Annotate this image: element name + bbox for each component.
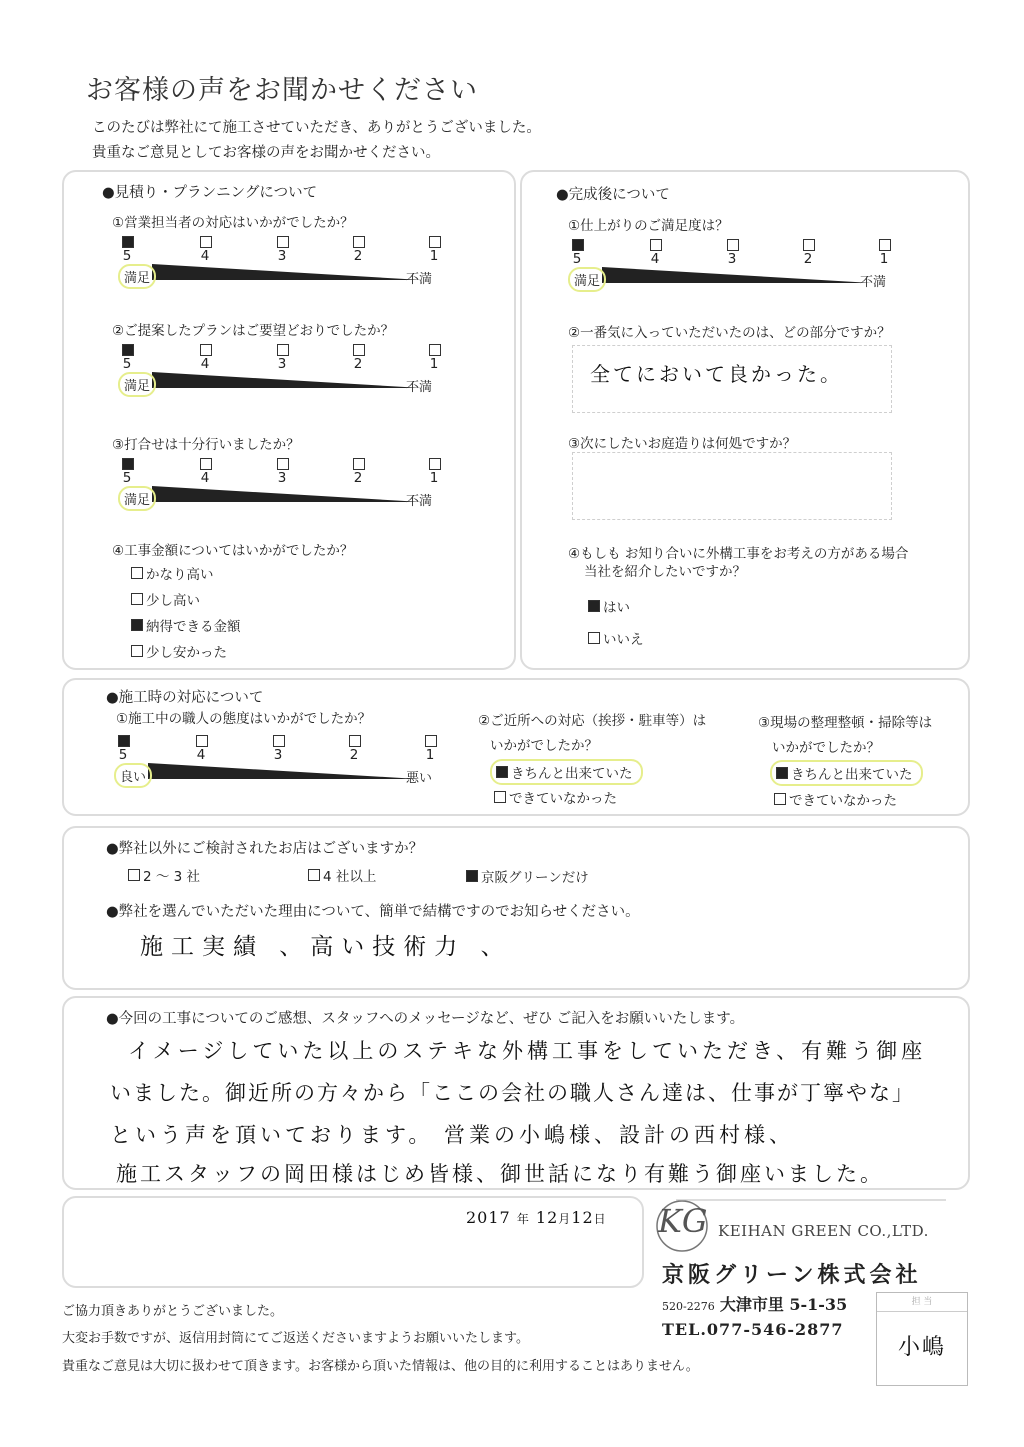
address-text: 大津市里 5-1-35	[719, 1295, 848, 1314]
company-name-jp: 京阪グリーン株式会社	[662, 1262, 922, 1288]
after-q1-scale	[572, 239, 892, 301]
page-title: お客様の声をお聞かせください	[86, 75, 478, 106]
after-q1-text: ①仕上がりのご満足度は？	[568, 218, 729, 234]
checkbox[interactable]	[494, 791, 506, 803]
rating-3-checkbox[interactable]	[277, 236, 289, 248]
footer-line-3: 貴重なご意見は大切に扱わせて頂きます。お客様から頂いた情報は、他の目的に利用することはありません。	[62, 1359, 699, 1374]
rating-4-checkbox[interactable]	[200, 344, 212, 356]
message-heading: ●今回の工事についてのご感想、スタッフへのメッセージなど、ぜひ ご記入をお願いいたします。	[106, 1011, 745, 1027]
rating-1-checkbox[interactable]	[429, 236, 441, 248]
estimate-q1-scale	[122, 236, 442, 298]
satisfied-label: 満足	[118, 264, 156, 289]
option-label: かなり高い	[146, 567, 214, 583]
estimate-q1-text: ①営業担当者の対応はいかがでしたか？	[112, 215, 354, 231]
rating-2-label: 2	[349, 747, 359, 763]
rating-3-label: 3	[273, 747, 283, 763]
footer-line-2: 大変お手数ですが、返信用封筒にてご返送くださいますようお願いいたします。	[62, 1331, 529, 1346]
checkbox[interactable]	[128, 869, 140, 881]
satisfied-label: 満足	[118, 486, 156, 511]
bad-label: 悪い	[406, 771, 433, 786]
rating-5-checkbox[interactable]	[122, 344, 134, 356]
checkbox[interactable]	[131, 567, 143, 579]
rating-3-label: 3	[277, 470, 287, 486]
rating-1-checkbox[interactable]	[879, 239, 891, 251]
satisfied-label: 満足	[118, 372, 156, 397]
checkbox[interactable]	[466, 870, 478, 882]
message-line-3: という声を頂いております。 営業の小嶋様、設計の西村様、	[110, 1123, 794, 1147]
option-label: できていなかった	[789, 793, 897, 809]
construction-q1-text: ①施工中の職人の態度はいかがでしたか？	[116, 711, 372, 727]
option-label: 納得できる金額	[146, 619, 241, 635]
date-year: 2017	[466, 1208, 511, 1227]
construction-q2-text-2: いかがでしたか？	[490, 738, 598, 754]
rating-5-label: 5	[572, 251, 582, 267]
rating-3-checkbox[interactable]	[273, 735, 285, 747]
keihan-only-option[interactable]	[466, 866, 589, 886]
construction-q1-scale	[118, 735, 438, 797]
staff-name: 小嶋	[897, 1335, 946, 1360]
cleanup-done-option[interactable]	[770, 760, 923, 786]
rating-4-checkbox[interactable]	[196, 735, 208, 747]
shops-2-3-option[interactable]	[128, 865, 200, 885]
option-label: きちんと出来ていた	[791, 767, 913, 783]
satisfaction-wedge	[152, 372, 422, 388]
dissatisfied-label: 不満	[860, 275, 887, 290]
intro-line-2: 貴重なご意見としてお客様の声をお聞かせください。	[92, 145, 440, 161]
satisfied-label: 満足	[568, 267, 606, 292]
logo-monogram: KG	[658, 1202, 708, 1240]
message-line-4: 施工スタッフの岡田様はじめ皆様、御世話になり有難う御座いました。	[116, 1162, 884, 1186]
rating-1-checkbox[interactable]	[425, 735, 437, 747]
construction-q3-text-2: いかがでしたか？	[772, 740, 880, 756]
after-q2-text: ②一番気に入っていただいたのは、どの部分ですか？	[568, 325, 891, 341]
rating-2-label: 2	[353, 248, 363, 264]
estimate-q2-text: ②ご提案したプランはご要望どおりでしたか？	[112, 323, 395, 339]
intro-line-1: このたびは弊社にて施工させていただき、ありがとうございました。	[92, 120, 541, 136]
rating-2-checkbox[interactable]	[353, 236, 365, 248]
next-garden-field[interactable]	[572, 452, 892, 520]
company-name-en: KEIHAN GREEN CO.,LTD.	[718, 1222, 929, 1240]
company-tel: TEL.077-546-2877	[662, 1320, 844, 1339]
construction-heading: ●施工時の対応について	[106, 690, 264, 706]
estimate-q3-scale	[122, 458, 442, 520]
price-option-slightly-high[interactable]	[131, 589, 200, 609]
rating-3-label: 3	[277, 356, 287, 372]
rating-1-label: 1	[429, 248, 439, 264]
rating-3-label: 3	[727, 251, 737, 267]
rating-2-checkbox[interactable]	[349, 735, 361, 747]
date-month-unit: 月	[558, 1212, 572, 1226]
price-option-reasonable[interactable]	[131, 615, 241, 635]
checkbox[interactable]	[131, 645, 143, 657]
rating-2-checkbox[interactable]	[353, 344, 365, 356]
rating-2-label: 2	[803, 251, 813, 267]
checkbox[interactable]	[496, 766, 508, 778]
postal-code: 520-2276	[662, 1300, 715, 1313]
rating-5-checkbox[interactable]	[118, 735, 130, 747]
option-label: 京阪グリーンだけ	[481, 870, 589, 886]
reason-answer: 施工実績 、高い技術力 、	[140, 934, 512, 960]
checkbox[interactable]	[588, 600, 600, 612]
satisfaction-wedge	[602, 267, 872, 283]
date-field	[466, 1208, 607, 1227]
other-shops-heading: ●弊社以外にご検討されたお店はございますか？	[106, 841, 424, 857]
favorite-part-answer: 全てにおいて良かった。	[590, 362, 843, 386]
option-label: 少し高い	[146, 593, 200, 609]
good-label: 良い	[114, 763, 152, 788]
rating-3-checkbox[interactable]	[277, 344, 289, 356]
estimate-q3-text: ③打合せは十分行いましたか？	[112, 437, 300, 453]
staff-stamp-box	[876, 1292, 968, 1386]
message-line-2: いました。御近所の方々から「ここの会社の職人さん達は、仕事が丁寧やな」	[110, 1081, 915, 1105]
after-q4-text-2: 当社を紹介したいですか？	[584, 564, 746, 580]
attitude-wedge	[148, 763, 418, 779]
rating-4-label: 4	[200, 470, 210, 486]
satisfaction-wedge	[152, 486, 422, 502]
checkbox[interactable]	[308, 869, 320, 881]
rating-3-label: 3	[277, 248, 287, 264]
rating-1-label: 1	[429, 470, 439, 486]
rating-1-checkbox[interactable]	[429, 458, 441, 470]
rating-4-label: 4	[200, 356, 210, 372]
checkbox[interactable]	[131, 619, 143, 631]
checkbox[interactable]	[774, 793, 786, 805]
checkbox[interactable]	[776, 767, 788, 779]
date-day-unit: 日	[593, 1212, 607, 1226]
rating-3-checkbox[interactable]	[277, 458, 289, 470]
rating-5-label: 5	[122, 470, 132, 486]
rating-5-label: 5	[122, 356, 132, 372]
price-option-very-high[interactable]	[131, 563, 214, 583]
date-month: 12	[535, 1208, 559, 1227]
after-q3-text: ③次にしたいお庭造りは何処ですか？	[568, 436, 797, 452]
after-q4-text-1: ④もしも お知り合いに外構工事をお考えの方がある場合	[568, 546, 909, 562]
company-address	[662, 1292, 847, 1315]
rating-4-checkbox[interactable]	[200, 236, 212, 248]
satisfaction-wedge	[152, 264, 422, 280]
shops-4-plus-option[interactable]	[308, 865, 376, 885]
rating-2-label: 2	[353, 470, 363, 486]
checkbox[interactable]	[588, 632, 600, 644]
option-label: できていなかった	[509, 791, 617, 807]
checkbox[interactable]	[131, 593, 143, 605]
rating-4-label: 4	[200, 248, 210, 264]
rating-5-checkbox[interactable]	[572, 239, 584, 251]
cleanup-not-done-option[interactable]	[774, 789, 897, 809]
estimate-heading: ●見積り・プランニングについて	[102, 185, 318, 201]
dissatisfied-label: 不満	[406, 272, 433, 287]
after-heading: ●完成後について	[556, 187, 670, 203]
recommend-yes-option[interactable]	[588, 596, 630, 616]
rating-1-label: 1	[429, 356, 439, 372]
rating-4-label: 4	[650, 251, 660, 267]
rating-5-checkbox[interactable]	[122, 236, 134, 248]
neighbor-done-option[interactable]	[490, 759, 643, 785]
dissatisfied-label: 不満	[406, 380, 433, 395]
rating-4-checkbox[interactable]	[650, 239, 662, 251]
option-label: 2 ～ 3 社	[143, 869, 201, 885]
rating-1-label: 1	[879, 251, 889, 267]
price-option-slightly-cheap[interactable]	[131, 641, 227, 661]
option-label: きちんと出来ていた	[511, 766, 633, 782]
rating-5-checkbox[interactable]	[122, 458, 134, 470]
option-label: はい	[603, 600, 630, 616]
option-label: 少し安かった	[146, 645, 227, 661]
dissatisfied-label: 不満	[406, 494, 433, 509]
estimate-q4-text: ④工事金額についてはいかがでしたか？	[112, 543, 354, 559]
option-label: いいえ	[603, 632, 644, 648]
construction-q2-text-1: ②ご近所への対応（挨拶・駐車等）は	[478, 713, 707, 729]
rating-1-label: 1	[425, 747, 435, 763]
date-year-unit: 年	[516, 1212, 530, 1226]
rating-2-checkbox[interactable]	[803, 239, 815, 251]
rating-2-checkbox[interactable]	[353, 458, 365, 470]
staff-stamp-label: 担 当	[877, 1293, 967, 1312]
rating-1-checkbox[interactable]	[429, 344, 441, 356]
option-label: 4 社以上	[323, 869, 377, 885]
rating-5-label: 5	[122, 248, 132, 264]
estimate-q2-scale	[122, 344, 442, 406]
rating-4-label: 4	[196, 747, 206, 763]
neighbor-not-done-option[interactable]	[494, 787, 617, 807]
date-day: 12	[571, 1208, 594, 1227]
footer-line-1: ご協力頂きありがとうございました。	[62, 1304, 284, 1319]
rating-3-checkbox[interactable]	[727, 239, 739, 251]
company-logo	[654, 1198, 954, 1258]
rating-4-checkbox[interactable]	[200, 458, 212, 470]
construction-q3-text-1: ③現場の整理整頓・掃除等は	[758, 715, 933, 731]
reason-heading: ●弊社を選んでいただいた理由について、簡単で結構ですのでお知らせください。	[106, 904, 640, 920]
rating-5-label: 5	[118, 747, 128, 763]
message-line-1: イメージしていた以上のステキな外構工事をしていただき、有難う御座	[128, 1039, 927, 1063]
recommend-no-option[interactable]	[588, 628, 644, 648]
rating-2-label: 2	[353, 356, 363, 372]
